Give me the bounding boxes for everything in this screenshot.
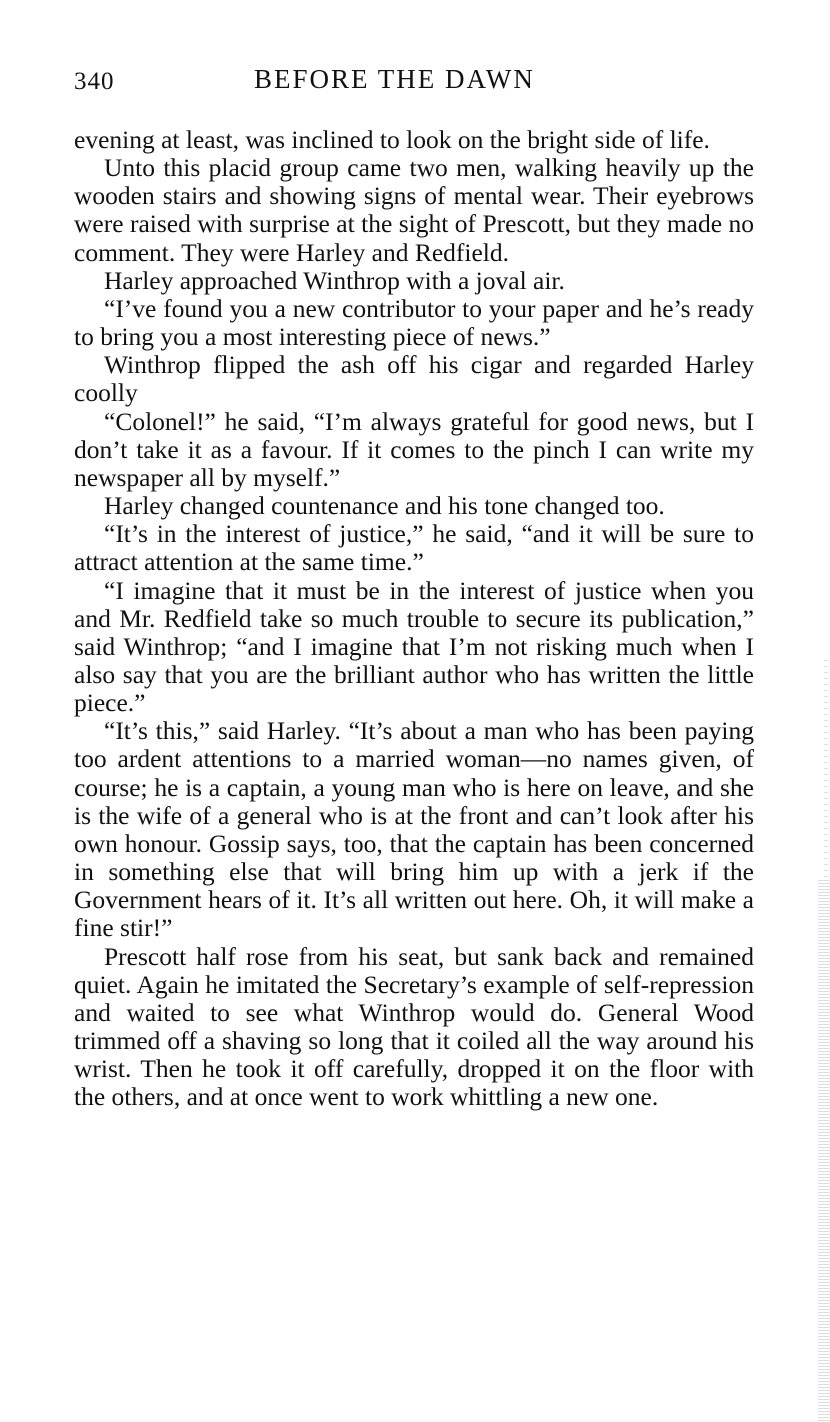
paragraph: Harley approached Winthrop with a joval air. [104, 265, 565, 295]
paragraph: “I imagine that it must be in the interest of justice when you and Mr. Redfield take so much trouble to secure its publication,” said Winthrop; “and I imagine that I’m not risking much when I also say that you are the brilliant author who has written the little piece.” [74, 575, 754, 718]
paragraph: evening at least, was inclined to look on the bright side of life. [74, 125, 710, 154]
paragraph: Harley changed countenance and his tone changed too. [104, 491, 665, 521]
scan-edge-artifact [818, 880, 830, 1422]
book-title: BEFORE THE DAWN [254, 64, 535, 94]
running-head [74, 64, 754, 98]
paragraph: “It’s in the interest of justice,” he said, “and it will be sure to attract attention at the same time.” [74, 519, 754, 577]
paragraph: “Colonel!” he said, “I’m always grateful for good news, but I don’t take it as a favour. If it comes to the pinch I can write my newspaper all by myself.” [74, 406, 754, 492]
page-number: 340 [74, 68, 115, 95]
scan-edge-artifact [824, 660, 828, 880]
paragraph: “It’s this,” said Harley. “It’s about a man who has been paying too ardent attentions to a married woman—no names given, of course; he is a captain, a young man who is here on leave, and she is the wife of a general who is at the front and can’t look after his own honour. Gossip says, too, that the captain has been concerned in something else that will bring him up with a jerk if the Government hears of it. It’s all written out here. Oh, it will make a fine stir!” [74, 716, 754, 943]
paragraph: Winthrop flipped the ash off his cigar and regarded Harley coolly [74, 350, 754, 408]
paragraph: “I’ve found you a new contributor to your paper and he’s ready to bring you a most interesting piece of news.” [74, 293, 754, 352]
paragraph: Unto this placid group came two men, walking heavily up the wooden stairs and showing signs of mental wear. Their eyebrows were raised with surprise at the sight of Prescott, but they made no comment. They were Harley and Redfield. [74, 153, 754, 267]
body-text [74, 126, 754, 1111]
paragraph: Prescott half rose from his seat, but sank back and remained quiet. Again he imitated the Secretary’s example of self-repression and waited to see what Winthrop would do. General Wood trimmed off a shaving so long that it coiled all the way around his wrist. Then he took it off carefully, dropped it on the floor with the others, and at once went to work whittling a new one. [74, 941, 754, 1112]
